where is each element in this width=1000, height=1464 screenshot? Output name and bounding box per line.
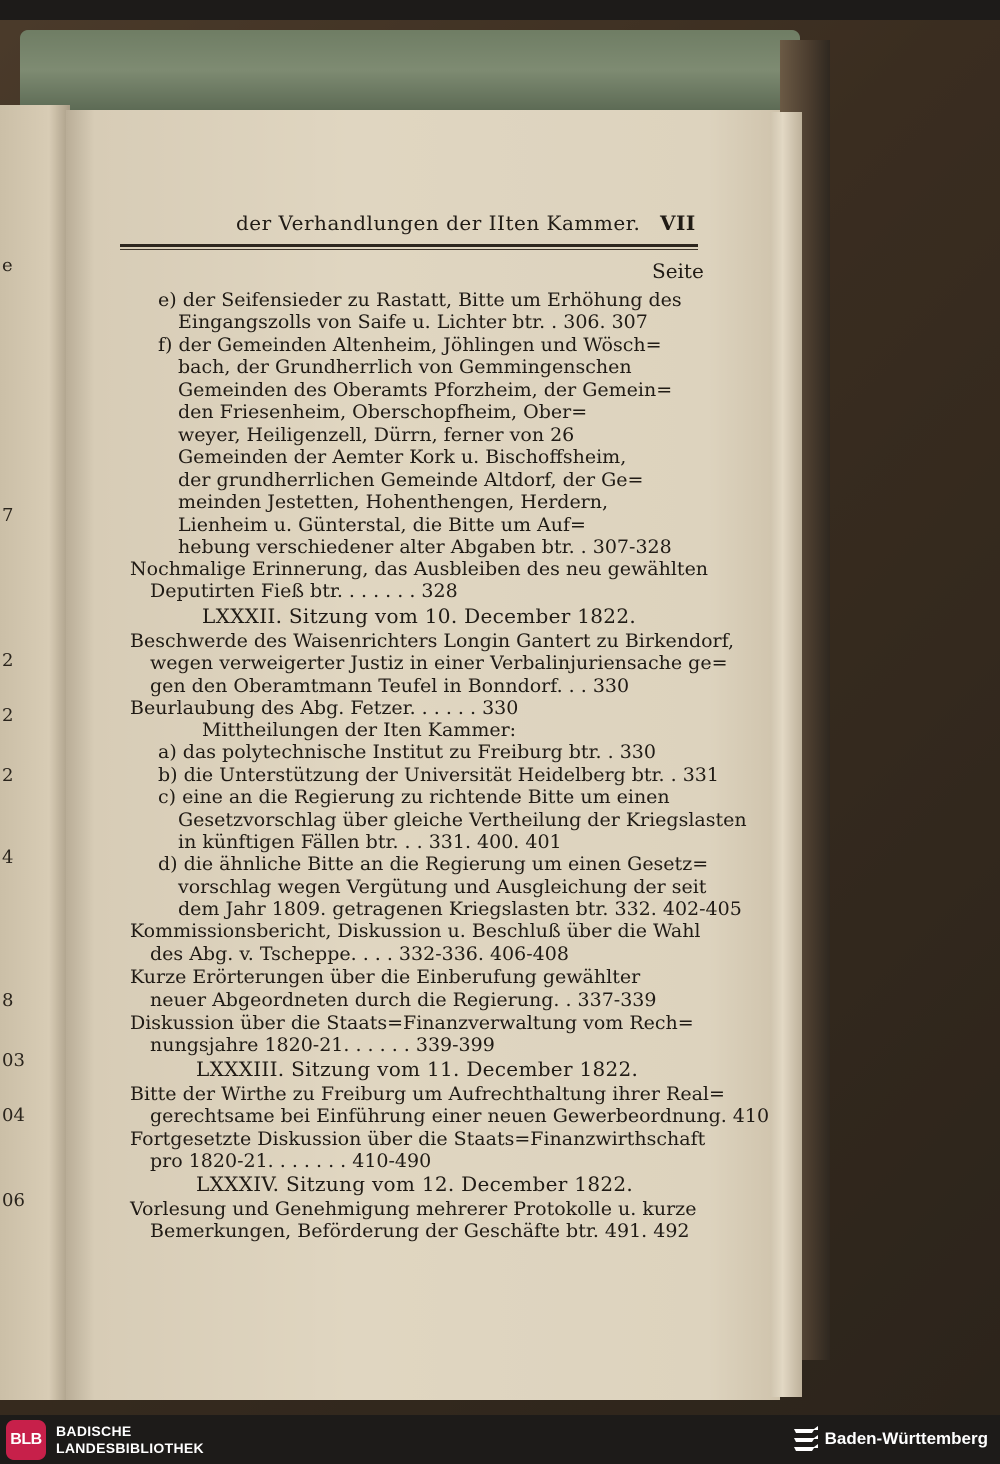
entry-line: hebung verschiedener alter Abgaben btr. . 307-328 bbox=[178, 536, 672, 558]
page-right-edge bbox=[770, 112, 802, 1397]
page-edge-top bbox=[20, 30, 800, 110]
left-page-mark: 2 bbox=[2, 650, 14, 671]
blb-logo-text: BLB bbox=[10, 1431, 42, 1448]
left-page-mark: 2 bbox=[2, 765, 14, 786]
entry-line: bach, der Grundherrlich von Gemmingenschen bbox=[178, 356, 632, 378]
left-page-mark: 4 bbox=[2, 847, 14, 868]
entry-line: a) das polytechnische Institut zu Freiburg btr. . 330 bbox=[158, 741, 656, 763]
three-lions-coat-of-arms-icon bbox=[790, 1423, 824, 1457]
library-name-line1: BADISCHE bbox=[56, 1423, 132, 1439]
entry-line: in künftigen Fällen btr. . . 331. 400. 401 bbox=[178, 831, 562, 853]
left-page-mark: 2 bbox=[2, 705, 14, 726]
left-page-mark: e bbox=[2, 255, 13, 276]
session-heading: LXXXII. Sitzung vom 10. December 1822. bbox=[202, 604, 637, 628]
entry-line: Nochmalige Erinnerung, das Ausbleiben des neu gewählten bbox=[130, 558, 709, 580]
entry-line: weyer, Heiligenzell, Dürrn, ferner von 26 bbox=[178, 424, 575, 446]
entry-line: Lienheim u. Günterstal, die Bitte um Auf= bbox=[178, 514, 586, 536]
entry-line: Kommissionsbericht, Diskussion u. Beschluß über die Wahl bbox=[130, 920, 701, 942]
header-rule-thin bbox=[120, 249, 698, 250]
entry-line: c) eine an die Regierung zu richtende Bitte um einen bbox=[158, 786, 670, 808]
entry-line: dem Jahr 1809. getragenen Kriegslasten btr. 332. 402-405 bbox=[178, 898, 742, 920]
blb-logo[interactable] bbox=[6, 1420, 46, 1460]
left-page-strip bbox=[0, 105, 70, 1400]
entry-line: gen den Oberamtmann Teufel in Bonndorf. . . 330 bbox=[150, 675, 630, 697]
entry-line: Mittheilungen der Iten Kammer: bbox=[202, 719, 517, 741]
entry-line: meinden Jestetten, Hohenthengen, Herdern, bbox=[178, 491, 609, 513]
entry-line: Bemerkungen, Beförderung der Geschäfte btr. 491. 492 bbox=[150, 1220, 690, 1242]
session-heading: LXXXIII. Sitzung vom 11. December 1822. bbox=[196, 1057, 639, 1081]
entry-line: Beschwerde des Waisenrichters Longin Gantert zu Birkendorf, bbox=[130, 630, 735, 652]
session-heading: LXXXIV. Sitzung vom 12. December 1822. bbox=[196, 1172, 634, 1196]
entry-line: Eingangszolls von Saife u. Lichter btr. . 306. 307 bbox=[178, 311, 648, 333]
page-number: VII bbox=[660, 211, 696, 235]
state-name: Baden-Württemberg bbox=[824, 1429, 988, 1448]
header-rule bbox=[120, 244, 698, 247]
entry-line: Gesetzvorschlag über gleiche Vertheilung der Kriegslasten bbox=[178, 809, 747, 831]
left-page-mark: 04 bbox=[2, 1105, 25, 1126]
entry-line: den Friesenheim, Oberschopfheim, Ober= bbox=[178, 401, 588, 423]
entry-line: des Abg. v. Tscheppe. . . . 332-336. 406-408 bbox=[150, 943, 569, 965]
entry-line: Gemeinden der Aemter Kork u. Bischoffsheim, bbox=[178, 446, 627, 468]
entry-line: e) der Seifensieder zu Rastatt, Bitte um Erhöhung des bbox=[158, 289, 682, 311]
left-page-mark: 7 bbox=[2, 505, 14, 526]
entry-line: Bitte der Wirthe zu Freiburg um Aufrechthaltung ihrer Real= bbox=[130, 1083, 725, 1105]
entry-line: nungsjahre 1820-21. . . . . . 339-399 bbox=[150, 1034, 495, 1056]
entry-line: vorschlag wegen Vergütung und Ausgleichung der seit bbox=[178, 876, 707, 898]
entry-line: Vorlesung und Genehmigung mehrerer Protokolle u. kurze bbox=[130, 1198, 697, 1220]
entry-line: gerechtsame bei Einführung einer neuen Gewerbeordnung. 410 bbox=[150, 1105, 770, 1127]
entry-line: pro 1820-21. . . . . . . 410-490 bbox=[150, 1150, 432, 1172]
running-head: der Verhandlungen der IIten Kammer. bbox=[236, 211, 641, 235]
left-page-mark: 06 bbox=[2, 1190, 25, 1211]
entry-line: Diskussion über die Staats=Finanzverwaltung vom Rech= bbox=[130, 1012, 694, 1034]
entry-line: Deputirten Fieß btr. . . . . . . 328 bbox=[150, 580, 458, 602]
entry-line: d) die ähnliche Bitte an die Regierung um einen Gesetz= bbox=[158, 853, 709, 875]
column-header: Seite bbox=[652, 259, 704, 283]
left-page-mark: 8 bbox=[2, 990, 14, 1011]
entry-line: Fortgesetzte Diskussion über die Staats=Finanzwirthschaft bbox=[130, 1128, 706, 1150]
left-page-mark: 03 bbox=[2, 1050, 25, 1071]
library-name-line2: LANDESBIBLIOTHEK bbox=[56, 1440, 204, 1456]
footer-bar bbox=[0, 1415, 1000, 1464]
entry-line: f) der Gemeinden Altenheim, Jöhlingen und Wösch= bbox=[158, 334, 662, 356]
entry-line: neuer Abgeordneten durch die Regierung. . 337-339 bbox=[150, 989, 657, 1011]
entry-line: Kurze Erörterungen über die Einberufung gewählter bbox=[130, 966, 641, 988]
entry-line: der grundherrlichen Gemeinde Altdorf, der Ge= bbox=[178, 469, 644, 491]
entry-line: b) die Unterstützung der Universität Heidelberg btr. . 331 bbox=[158, 764, 719, 786]
entry-line: Beurlaubung des Abg. Fetzer. . . . . . 330 bbox=[130, 697, 519, 719]
entry-line: Gemeinden des Oberamts Pforzheim, der Gemein= bbox=[178, 379, 673, 401]
entry-line: wegen verweigerter Justiz in einer Verbalinjuriensache ge= bbox=[150, 652, 728, 674]
